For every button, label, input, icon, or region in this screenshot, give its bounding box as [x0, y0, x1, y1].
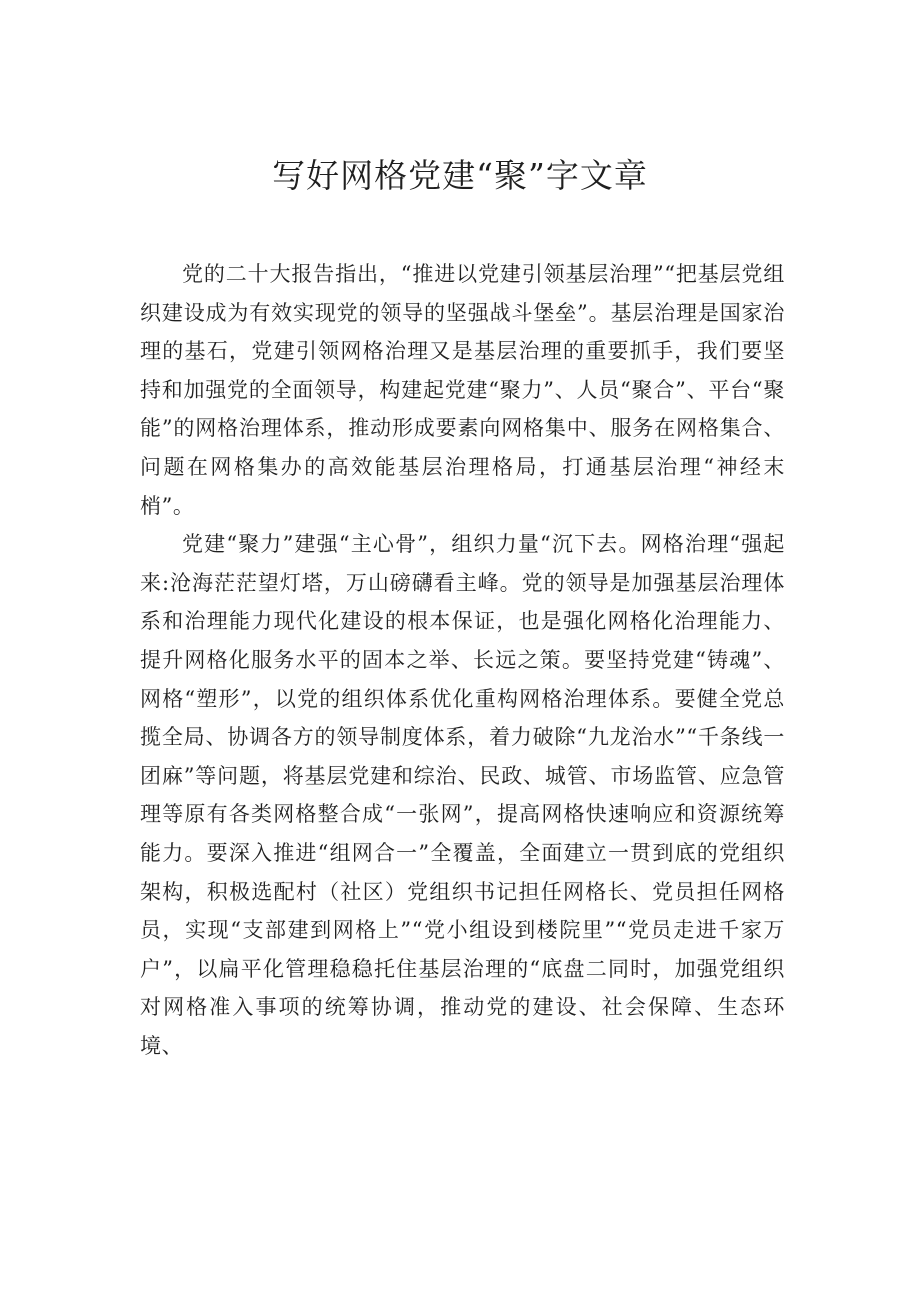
- paragraph-1: 党的二十大报告指出，“推进以党建引领基层治理”“把基层党组织建设成为有效实现党的领导的坚强战斗堡垒”。基层治理是国家治理的基石，党建引领网格治理又是基层治理的重要抓手，我们要坚持和加强党的全面领导，构建起党建“聚力”、人员“聚合”、平台“聚能”的网格治理体系，推动形成要素向网格集中、服务在网格集合、问题在网格集办的高效能基层治理格局，打通基层治理“神经末梢”。: [140, 262, 785, 518]
- document-title: 写好网格党建“聚”字文章: [272, 156, 648, 195]
- document-body: [140, 255, 785, 1065]
- paragraph-2: 党建“聚力”建强“主心骨”，组织力量“沉下去。网格治理“强起来:沧海茫茫望灯塔，万山磅礴看主峰。党的领导是加强基层治理体系和治理能力现代化建设的根本保证，也是强化网格化治理能力、提升网格化服务水平的固本之举、长远之策。要坚持党建“铸魂”、网格“塑形”，以党的组织体系优化重构网格治理体系。要健全党总揽全局、协调各方的领导制度体系，着力破除“九龙治水”“千条线一团麻”等问题，将基层党建和综治、民政、城管、市场监管、应急管理等原有各类网格整合成“一张网”，提高网格快速响应和资源统筹能力。要深入推进“组网合一”全覆盖，全面建立一贯到底的党组织架构，积极选配村（社区）党组织书记担任网格长、党员担任网格员，实现“支部建到网格上”“党小组设到楼院里”“党员走进千家万户”，以扁平化管理稳稳托住基层治理的“底盘二同时，加强党组织对网格准入事项的统筹协调，推动党的建设、社会保障、生态环境、: [140, 532, 785, 1058]
